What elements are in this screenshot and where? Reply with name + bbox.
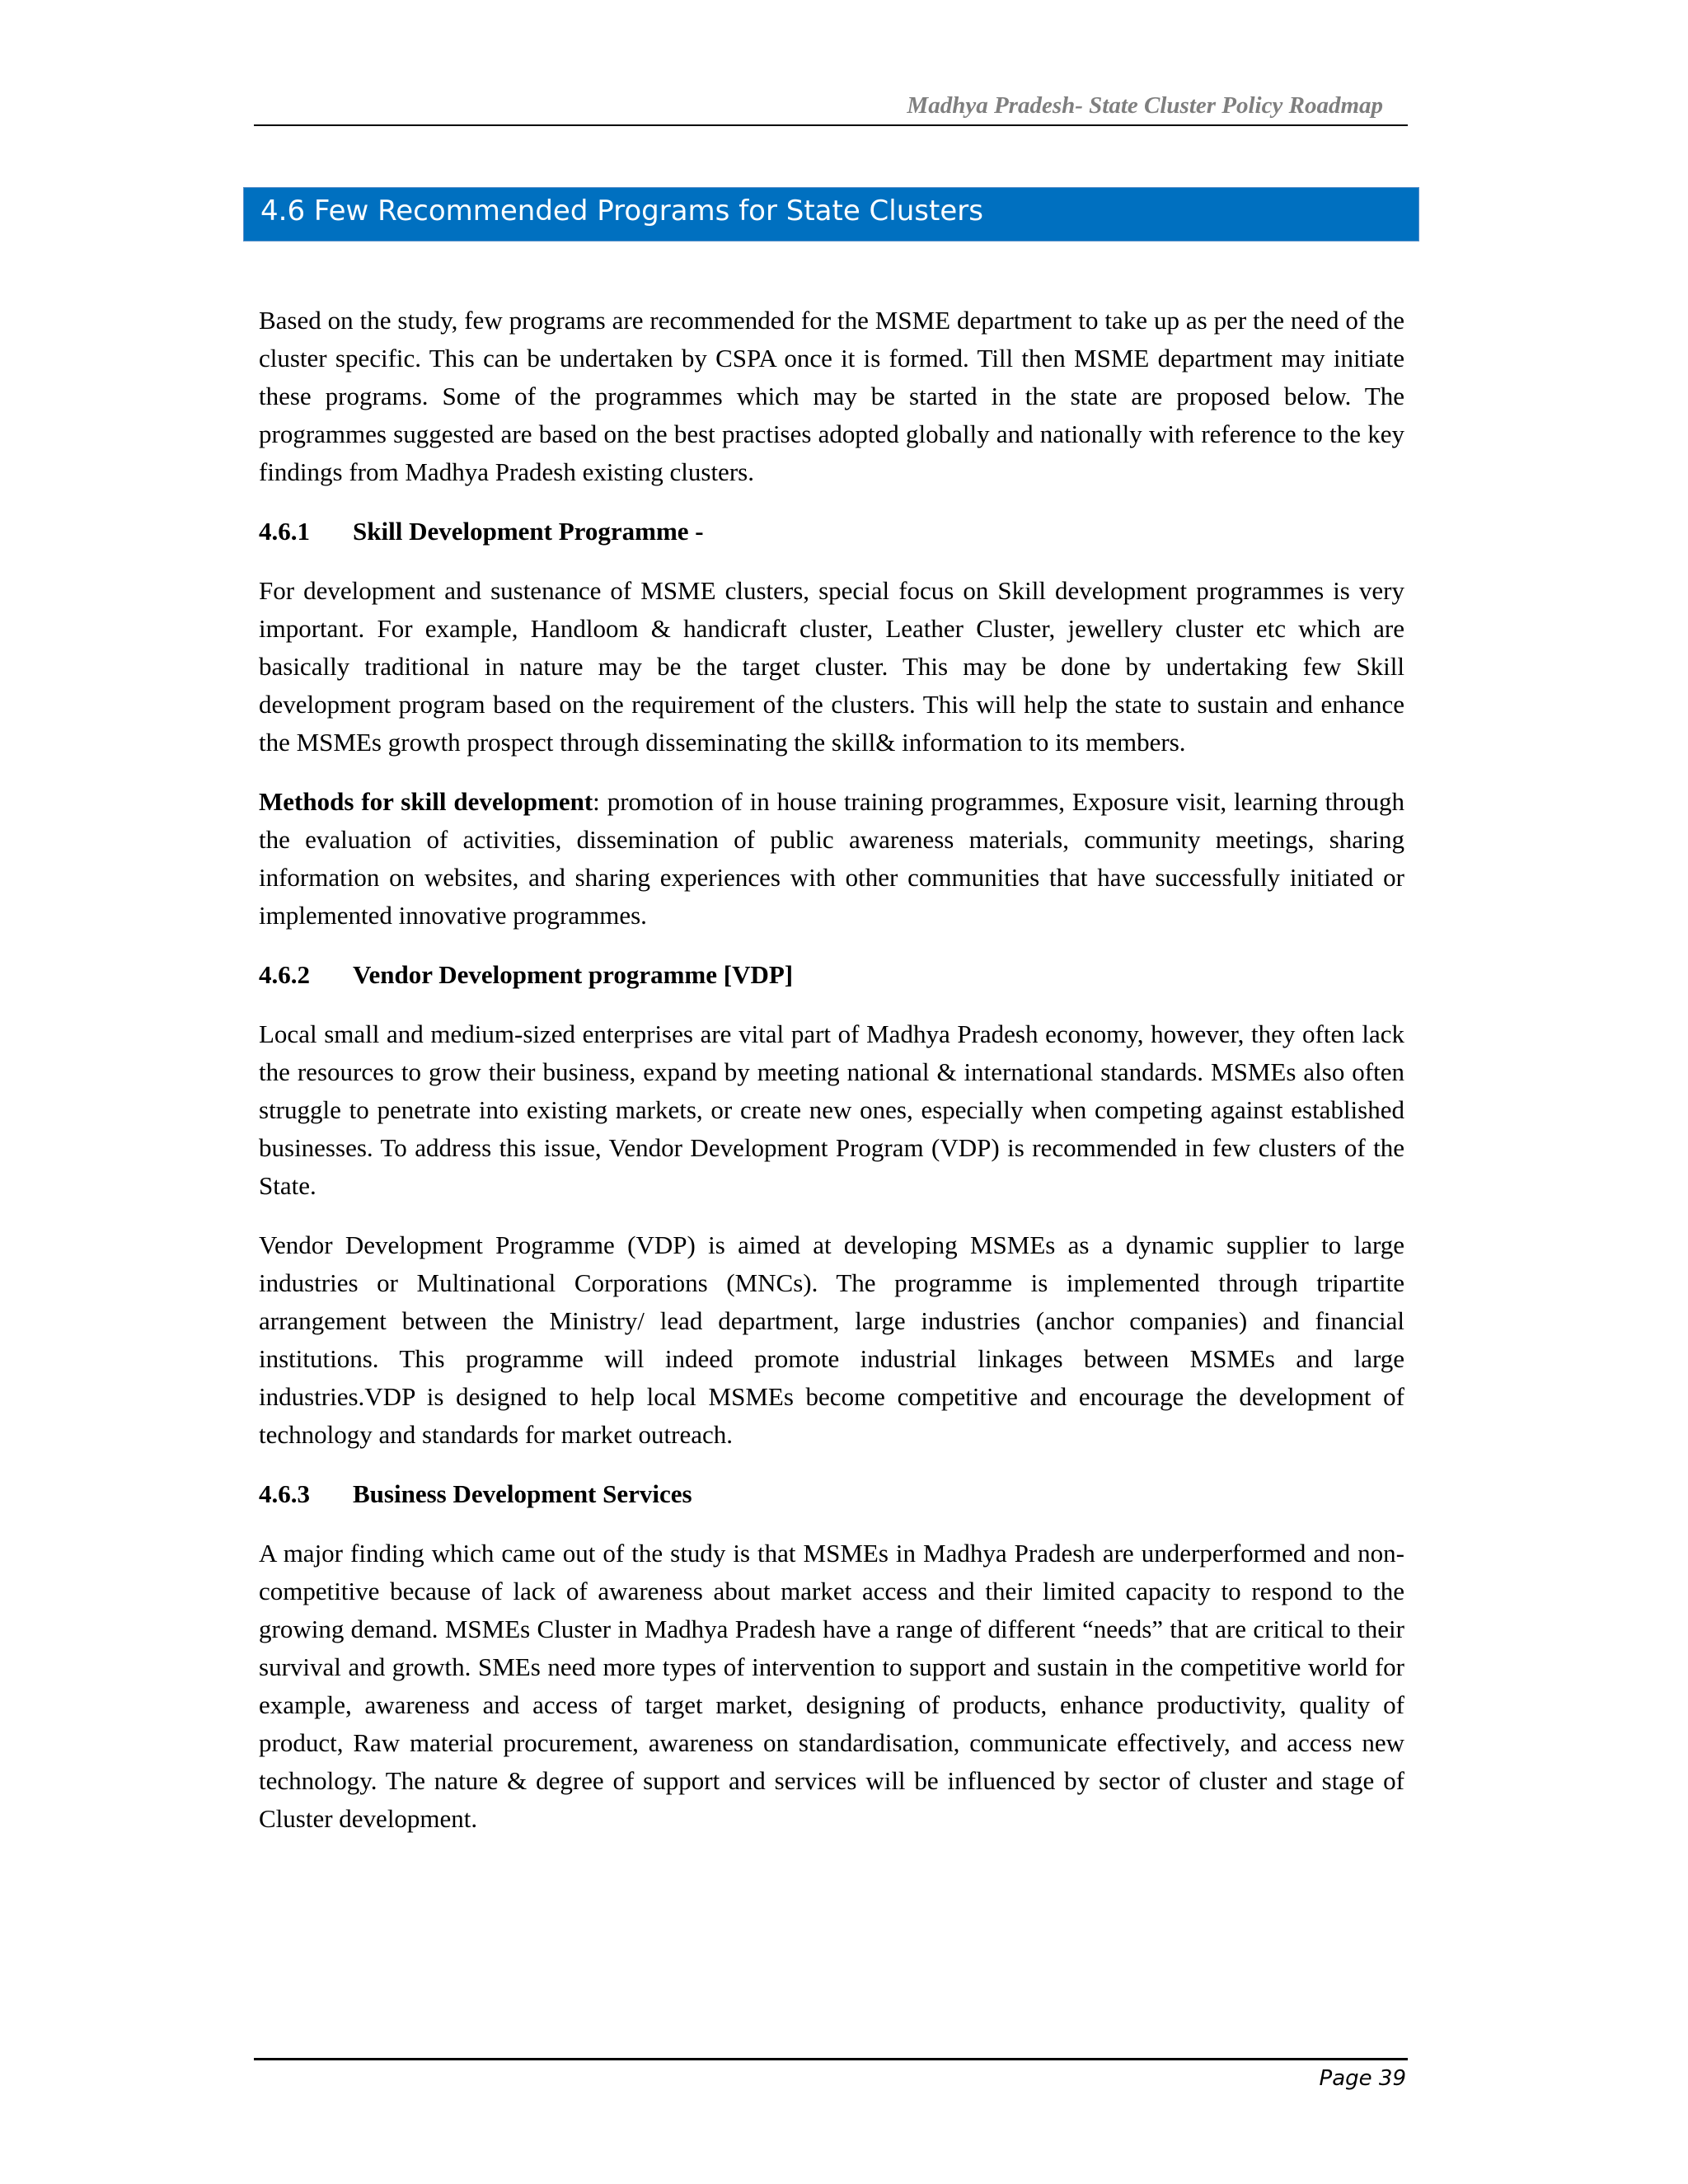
subsection-title: Vendor Development programme [VDP] [353, 960, 794, 989]
subsection-heading-skill [259, 513, 1404, 551]
vdp-paragraph-1: Local small and medium-sized enterprises are vital part of Madhya Pradesh economy, however, they often lack the resources to grow their business, expand by meeting national & international standards. MSMEs also often struggle to penetrate into existing markets, or create new ones, especially when competing against established businesses. To address this issue, Vendor Development Program (VDP) is recommended in few clusters of the State. [259, 1019, 1404, 1200]
page-content [259, 302, 1404, 1859]
bds-paragraph: A major finding which came out of the study is that MSMEs in Madhya Pradesh are underperformed and non-competitive because of lack of awareness about market access and their limited capacity to respond to the growing demand. MSMEs Cluster in Madhya Pradesh have a range of different “needs” that are critical to their survival and growth. SMEs need more types of intervention to support and sustain in the competitive world for example, awareness and access of target market, designing of products, enhance productivity, quality of product, Raw material procurement, awareness on standardisation, communicate effectively, and access new technology. The nature & degree of support and services will be influenced by sector of cluster and stage of Cluster development. [259, 1539, 1404, 1833]
methods-paragraph [259, 783, 1404, 935]
header-divider [254, 124, 1408, 126]
subsection-heading-bds [259, 1475, 1404, 1513]
page-number: Page 39 [1319, 2066, 1406, 2091]
skill-paragraph: For development and sustenance of MSME clusters, special focus on Skill development programmes is very important. For example, Handloom & handicraft cluster, Leather Cluster, jewellery cluster etc which are basically traditional in nature may be the target cluster. This may be done by undertaking few Skill development program based on the requirement of the clusters. This will help the state to sustain and enhance the MSMEs growth prospect through disseminating the skill& information to its members. [259, 576, 1404, 757]
methods-label: Methods for skill development [259, 787, 593, 816]
vdp-paragraph-2: Vendor Development Programme (VDP) is aimed at developing MSMEs as a dynamic supplier to large industries or Multinational Corporations (MNCs). The programme is implemented through tripartite arrangement between the Ministry/ lead department, large industries (anchor companies) and financial institutions. This programme will indeed promote industrial linkages between MSMEs and large industries.VDP is designed to help local MSMEs become competitive and encourage the development of technology and standards for market outreach. [259, 1230, 1404, 1449]
subsection-number: 4.6.1 [259, 517, 310, 546]
subsection-heading-vdp [259, 956, 1404, 994]
section-title: 4.6 Few Recommended Programs for State Clusters [260, 194, 983, 227]
subsection-number: 4.6.2 [259, 960, 310, 989]
intro-paragraph: Based on the study, few programs are recommended for the MSME department to take up as per the need of the cluster specific. This can be undertaken by CSPA once it is formed. Till then MSME department may initiate these programs. Some of the programmes which may be started in the state are proposed below. The programmes suggested are based on the best practises adopted globally and nationally with reference to the key findings from Madhya Pradesh existing clusters. [259, 306, 1404, 486]
subsection-title: Skill Development Programme - [353, 517, 704, 546]
subsection-number: 4.6.3 [259, 1479, 310, 1508]
subsection-title: Business Development Services [353, 1479, 692, 1508]
running-header: Madhya Pradesh- State Cluster Policy Roadmap [907, 92, 1383, 119]
methods-text: : promotion of in house training programmes, Exposure visit, learning through the evaluation of activities, dissemination of public awareness materials, community meetings, sharing information on websites, and sharing experiences with other communities that have successfully initiated or implemented innovative programmes. [259, 787, 1405, 930]
section-heading-bar [243, 187, 1419, 241]
footer-divider [254, 2058, 1408, 2060]
